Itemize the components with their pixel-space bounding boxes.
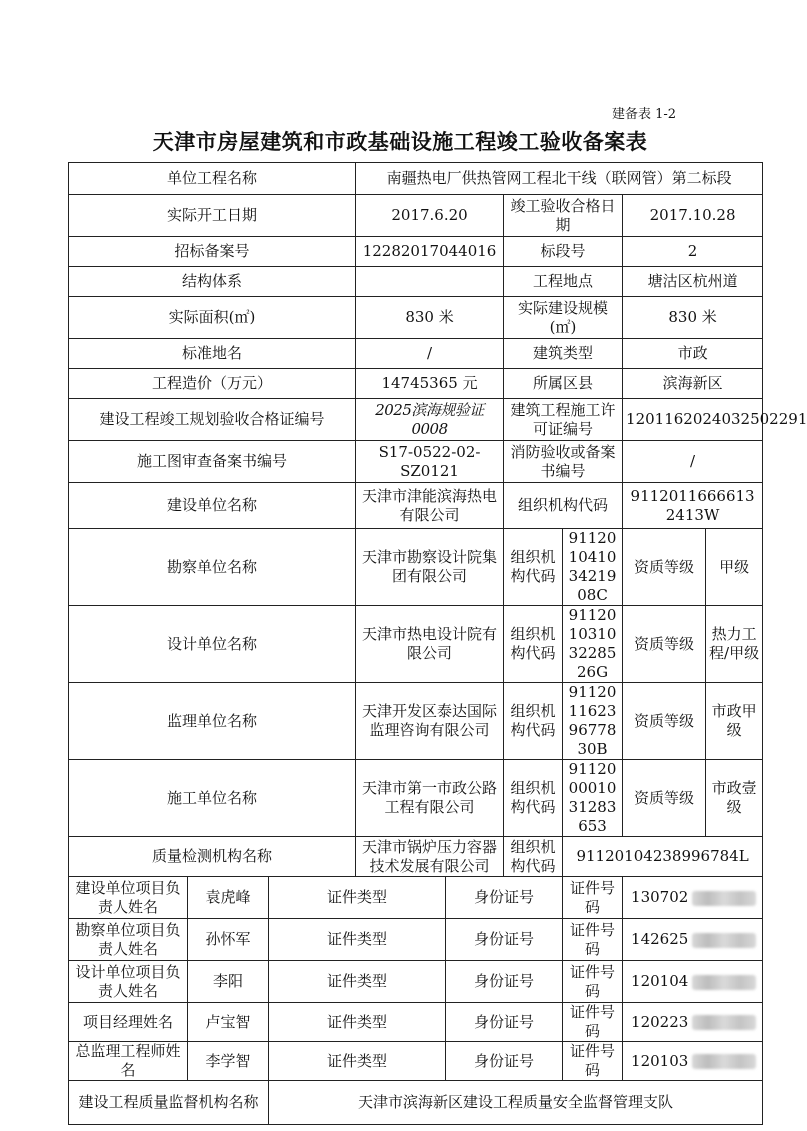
label-person-role: 设计单位项目负责人姓名 [69, 961, 188, 1003]
value-person-name: 李阳 [188, 961, 269, 1003]
value-cert-type: 身份证号 [446, 961, 563, 1003]
label-bid-record: 招标备案号 [69, 237, 356, 267]
row-structure [69, 267, 763, 297]
value-area: 830 米 [356, 297, 504, 339]
row-bid-record [69, 237, 763, 267]
label-org-code: 组织机构代码 [504, 683, 563, 760]
value-design-org-name: 天津市热电设计院有限公司 [356, 606, 504, 683]
label-fire-acceptance: 消防验收或备案书编号 [504, 441, 623, 483]
page-title: 天津市房屋建筑和市政基础设施工程竣工验收备案表 [152, 130, 648, 154]
label-planning-cert: 建设工程竣工规划验收合格证编号 [69, 399, 356, 441]
value-construction-org-name: 天津市津能滨海热电有限公司 [356, 483, 504, 529]
label-person-role: 建设单位项目负责人姓名 [69, 877, 188, 919]
value-person-name: 孙怀军 [188, 919, 269, 961]
label-person-role: 总监理工程师姓名 [69, 1042, 188, 1081]
label-cert-no: 证件号码 [563, 877, 623, 919]
label-cert-no: 证件号码 [563, 1042, 623, 1081]
label-area: 实际面积(㎡) [69, 297, 356, 339]
value-standard-name: / [356, 339, 504, 369]
label-building-type: 建筑类型 [504, 339, 623, 369]
row-drawing-review [69, 441, 763, 483]
value-bid-record: 12282017044016 [356, 237, 504, 267]
value-person-name: 卢宝智 [188, 1003, 269, 1042]
value-person-name: 李学智 [188, 1042, 269, 1081]
label-cert-no: 证件号码 [563, 961, 623, 1003]
label-section-no: 标段号 [504, 237, 623, 267]
label-cost: 工程造价（万元） [69, 369, 356, 399]
record-form-table [68, 162, 807, 1125]
value-supervision-org-grade: 市政甲级 [706, 683, 763, 760]
value-cert-type: 身份证号 [446, 877, 563, 919]
label-scale: 实际建设规模(㎡) [504, 297, 623, 339]
label-supervision-org: 监理单位名称 [69, 683, 356, 760]
row-supervision-org [69, 683, 763, 760]
row-quality-supervision [69, 1081, 763, 1125]
value-survey-org-grade: 甲级 [706, 529, 763, 606]
value-location: 塘沽区杭州道 [623, 267, 763, 297]
value-person-name: 袁虎峰 [188, 877, 269, 919]
redaction-blur [692, 1054, 756, 1069]
label-completion-date: 竣工验收合格日期 [504, 195, 623, 237]
label-person-role: 勘察单位项目负责人姓名 [69, 919, 188, 961]
redaction-blur [692, 975, 756, 990]
value-drawing-review: S17-0522-02-SZ0121 [356, 441, 504, 483]
label-start-date: 实际开工日期 [69, 195, 356, 237]
value-survey-org-code: 91120104103421908C [563, 529, 623, 606]
label-construction-permit: 建筑工程施工许可证编号 [504, 399, 623, 441]
label-cert-type: 证件类型 [269, 1003, 446, 1042]
value-quality-org-code: 91120104238996784L [563, 837, 763, 877]
label-qualification: 资质等级 [623, 529, 706, 606]
row-standard-name [69, 339, 763, 369]
value-cost: 14745365 元 [356, 369, 504, 399]
label-cert-type: 证件类型 [269, 919, 446, 961]
value-cert-no: 130702 [623, 877, 763, 919]
row-builder-org [69, 760, 763, 837]
label-cert-type: 证件类型 [269, 1042, 446, 1081]
label-location: 工程地点 [504, 267, 623, 297]
label-district: 所属区县 [504, 369, 623, 399]
value-supervision-org-name: 天津开发区泰达国际监理咨询有限公司 [356, 683, 504, 760]
row-construction-org [69, 483, 763, 529]
value-structure [356, 267, 504, 297]
label-quality-supervision: 建设工程质量监督机构名称 [69, 1081, 269, 1125]
redaction-blur [692, 1015, 756, 1030]
value-construction-permit: 1201162024032502291 [623, 399, 763, 441]
label-survey-org: 勘察单位名称 [69, 529, 356, 606]
label-cert-no: 证件号码 [563, 919, 623, 961]
row-area [69, 297, 763, 339]
value-construction-org-code: 91120116666132413W [623, 483, 763, 529]
row-survey-org [69, 529, 763, 606]
value-planning-cert-handwritten: 2025滨海规验证0008 [356, 399, 504, 441]
label-qualification: 资质等级 [623, 760, 706, 837]
label-cert-type: 证件类型 [269, 877, 446, 919]
label-qualification: 资质等级 [623, 606, 706, 683]
value-completion-date: 2017.10.28 [623, 195, 763, 237]
value-builder-org-grade: 市政壹级 [706, 760, 763, 837]
label-drawing-review: 施工图审查备案书编号 [69, 441, 356, 483]
value-cert-type: 身份证号 [446, 1003, 563, 1042]
value-cert-no: 120104 [623, 961, 763, 1003]
value-cert-no: 120223 [623, 1003, 763, 1042]
value-design-org-grade: 热力工程/甲级 [706, 606, 763, 683]
label-org-code: 组织机构代码 [504, 483, 623, 529]
label-standard-name: 标准地名 [69, 339, 356, 369]
value-cert-type: 身份证号 [446, 919, 563, 961]
value-design-org-code: 91120103103228526G [563, 606, 623, 683]
redaction-blur [692, 891, 756, 906]
value-builder-org-code: 911200001031283653 [563, 760, 623, 837]
row-person [69, 961, 763, 1003]
value-survey-org-name: 天津市勘察设计院集团有限公司 [356, 529, 504, 606]
value-supervision-org-code: 91120116239677830B [563, 683, 623, 760]
redaction-blur [692, 933, 756, 948]
label-construction-org: 建设单位名称 [69, 483, 356, 529]
label-quality-org: 质量检测机构名称 [69, 837, 356, 877]
row-start-date [69, 195, 763, 237]
label-design-org: 设计单位名称 [69, 606, 356, 683]
value-cert-type: 身份证号 [446, 1042, 563, 1081]
value-cert-no: 142625 [623, 919, 763, 961]
value-cert-no: 120103 [623, 1042, 763, 1081]
label-cert-type: 证件类型 [269, 961, 446, 1003]
row-person [69, 877, 763, 919]
label-org-code: 组织机构代码 [504, 529, 563, 606]
value-unit-project: 南疆热电厂供热管网工程北干线（联网管）第二标段 [356, 163, 763, 195]
value-scale: 830 米 [623, 297, 763, 339]
row-design-org [69, 606, 763, 683]
row-cost [69, 369, 763, 399]
value-fire-acceptance: / [623, 441, 763, 483]
label-org-code: 组织机构代码 [504, 837, 563, 877]
label-qualification: 资质等级 [623, 683, 706, 760]
form-number: 建备表 1-2 [612, 107, 677, 122]
value-quality-org-name: 天津市锅炉压力容器技术发展有限公司 [356, 837, 504, 877]
value-district: 滨海新区 [623, 369, 763, 399]
row-person [69, 1042, 763, 1081]
label-org-code: 组织机构代码 [504, 760, 563, 837]
label-builder-org: 施工单位名称 [69, 760, 356, 837]
row-quality-org [69, 837, 763, 877]
label-unit-project: 单位工程名称 [69, 163, 356, 195]
value-quality-supervision: 天津市滨海新区建设工程质量安全监督管理支队 [269, 1081, 763, 1125]
label-org-code: 组织机构代码 [504, 606, 563, 683]
value-section-no: 2 [623, 237, 763, 267]
label-structure: 结构体系 [69, 267, 356, 297]
label-person-role: 项目经理姓名 [69, 1003, 188, 1042]
label-cert-no: 证件号码 [563, 1003, 623, 1042]
row-person [69, 1003, 763, 1042]
value-building-type: 市政 [623, 339, 763, 369]
row-person [69, 919, 763, 961]
value-start-date: 2017.6.20 [356, 195, 504, 237]
value-builder-org-name: 天津市第一市政公路工程有限公司 [356, 760, 504, 837]
row-planning-cert [69, 399, 763, 441]
row-unit-project [69, 163, 763, 195]
